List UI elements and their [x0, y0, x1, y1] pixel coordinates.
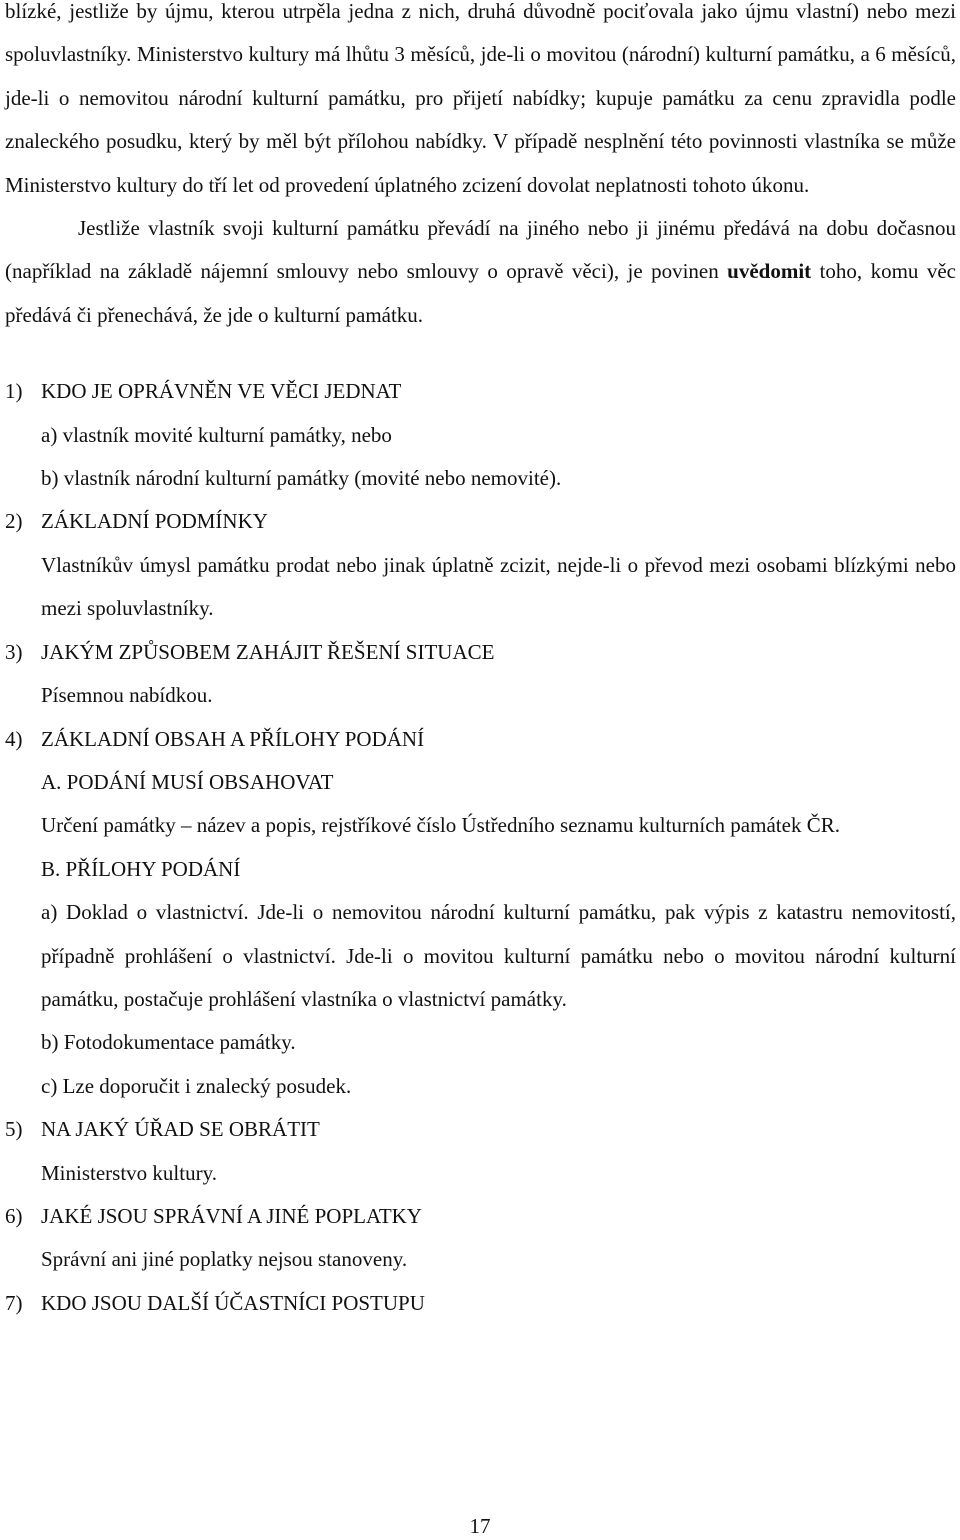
section-3-text: Písemnou nabídkou.: [41, 683, 213, 708]
section-1: [5, 370, 956, 500]
section-3: [5, 631, 956, 718]
intro-paragraph-2-end: toho, komu věc předává či přenechává, že jde o kulturní památku.: [5, 259, 956, 327]
section-4-b-item-a: a) Doklad o vlastnictví. Jde-li o nemovitou národní kulturní památku, pak výpis z katastru nemovitostí, případně prohlášení o vlastnictví. Jde-li o movitou kulturní památku nebo o movitou národní kulturní památku, postačuje prohlášení vlastníka o vlastnictví památky.: [41, 900, 956, 1011]
section-1-title: KDO JE OPRÁVNĚN VE VĚCI JEDNAT: [41, 379, 402, 404]
section-6-heading: [5, 1195, 956, 1238]
section-6: [5, 1195, 956, 1282]
section-3-number: 3): [5, 639, 23, 664]
section-4-number: 4): [5, 726, 23, 751]
section-2-title: ZÁKLADNÍ PODMÍNKY: [41, 509, 268, 534]
section-5-title: NA JAKÝ ÚŘAD SE OBRÁTIT: [41, 1117, 320, 1142]
section-4-a-text: Určení památky – název a popis, rejstříkové číslo Ústředního seznamu kulturních památek ČR.: [41, 813, 840, 838]
section-2: [5, 500, 956, 630]
section-6-text: Správní ani jiné poplatky nejsou stanoveny.: [41, 1247, 408, 1272]
section-7-number: 7): [5, 1290, 23, 1315]
section-5-text: Ministerstvo kultury.: [41, 1160, 217, 1185]
page-number: 17: [469, 1514, 491, 1538]
section-4-a-title: A. PODÁNÍ MUSÍ OBSAHOVAT: [41, 769, 334, 794]
section-7: [5, 1282, 956, 1325]
section-5: [5, 1108, 956, 1195]
section-5-heading: [5, 1108, 956, 1151]
section-4: [5, 718, 956, 1109]
section-3-heading: [5, 631, 956, 674]
section-7-title: KDO JSOU DALŠÍ ÚČASTNÍCI POSTUPU: [41, 1290, 425, 1315]
section-1-heading: [5, 370, 956, 413]
section-1-item-a: a) vlastník movité kulturní památky, nebo: [41, 422, 392, 447]
document-page: [5, 0, 956, 1325]
intro-paragraph-2-start: Jestliže vlastník svoji kulturní památku převádí na jiného nebo ji jinému předává na dobu dočasnou (například na základě nájemní smlouvy nebo smlouvy o opravě věci), je povinen: [5, 216, 956, 284]
section-1-item-b: b) vlastník národní kulturní památky (movité nebo nemovité).: [41, 466, 562, 491]
section-2-text: Vlastníkův úmysl památku prodat nebo jinak úplatně zcizit, nejde-li o převod mezi osobami blízkými nebo mezi spoluvlastníky.: [41, 552, 956, 621]
section-2-heading: [5, 500, 956, 543]
section-4-b-item-c: c) Lze doporučit i znalecký posudek.: [41, 1073, 352, 1098]
intro-paragraph-2: [5, 207, 956, 337]
section-4-heading: [5, 718, 956, 761]
section-5-number: 5): [5, 1117, 23, 1142]
section-1-number: 1): [5, 379, 23, 404]
section-7-heading: [5, 1282, 956, 1325]
section-4-title: ZÁKLADNÍ OBSAH A PŘÍLOHY PODÁNÍ: [41, 726, 425, 751]
section-2-number: 2): [5, 509, 23, 534]
section-4-b-title: B. PŘÍLOHY PODÁNÍ: [41, 856, 241, 881]
section-6-number: 6): [5, 1203, 23, 1228]
intro-paragraph-1: blízké, jestliže by újmu, kterou utrpěla jedna z nich, druhá důvodně pociťovala jako újmu vlastní) nebo mezi spoluvlastníky. Ministerstvo kultury má lhůtu 3 měsíců, jde-li o movitou (národní) kulturní památku, a 6 měsíců, jde-li o nemovitou národní kulturní památku, pro přijetí nabídky; kupuje památku za cenu zpravidla podle znaleckého posudku, který by měl být přílohou nabídky. V případě nesplnění této povinnosti vlastníka se může Ministerstvo kultury do tří let od provedení úplatného zcizení dovolat neplatnosti tohoto úkonu.: [5, 0, 956, 197]
section-4-b-item-b: b) Fotodokumentace památky.: [41, 1030, 296, 1055]
emphasized-word: uvědomit: [727, 259, 812, 284]
section-3-title: JAKÝM ZPŮSOBEM ZAHÁJIT ŘEŠENÍ SITUACE: [41, 639, 495, 664]
section-6-title: JAKÉ JSOU SPRÁVNÍ A JINÉ POPLATKY: [41, 1203, 422, 1228]
